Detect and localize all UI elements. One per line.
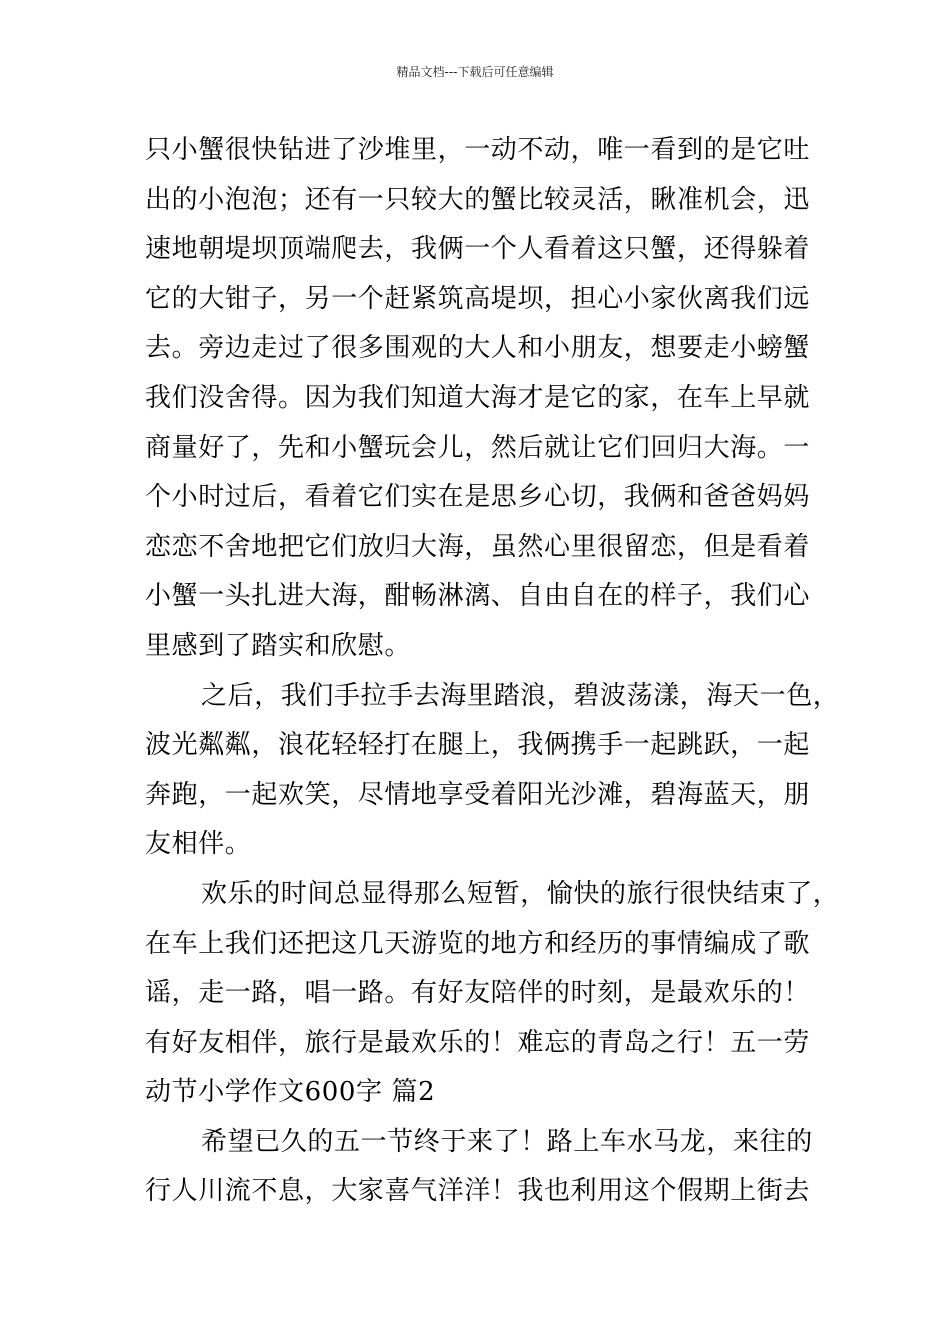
- paragraph-first-line: 希望已久的五一节终于来了！路上车水马龙，来往的: [201, 1126, 813, 1157]
- text-line: 有好友相伴，旅行是最欢乐的！难忘的青岛之行！五一劳: [145, 1027, 811, 1058]
- text-line: 去。旁边走过了很多围观的大人和小朋友，想要走小螃蟹: [145, 333, 811, 364]
- document-body: [145, 126, 845, 1217]
- text-line: 它的大钳子，另一个赶紧筑高堤坝，担心小家伙离我们远: [145, 283, 811, 314]
- text-line: 速地朝堤坝顶端爬去，我俩一个人看着这只蟹，还得躲着: [145, 234, 811, 265]
- text-line: 在车上我们还把这几天游览的地方和经历的事情编成了歌: [145, 928, 811, 959]
- text-line: 商量好了，先和小蟹玩会儿，然后就让它们回归大海。一: [145, 432, 811, 463]
- section-title-line: 动节小学作文600字 篇2: [145, 1077, 436, 1108]
- paragraph-first-line: 欢乐的时间总显得那么短暂，愉快的旅行很快结束了，: [201, 878, 840, 909]
- text-line: 小蟹一头扎进大海，酣畅淋漓、自由自在的样子，我们心: [145, 581, 811, 612]
- text-line: 只小蟹很快钻进了沙堆里，一动不动，唯一看到的是它吐: [145, 135, 811, 165]
- text-line: 友相伴。: [145, 829, 252, 860]
- text-line: 行人川流不息，大家喜气洋洋！我也利用这个假期上街去: [145, 1176, 811, 1207]
- text-line: 谣，走一路，唱一路。有好友陪伴的时刻，是最欢乐的！: [145, 978, 811, 1009]
- text-line: 恋恋不舍地把它们放归大海，虽然心里很留恋，但是看着: [145, 531, 811, 562]
- text-line: 波光粼粼，浪花轻轻打在腿上，我俩携手一起跳跃，一起: [145, 730, 811, 761]
- text-line: 奔跑，一起欢笑，尽情地享受着阳光沙滩，碧海蓝天，朋: [145, 779, 811, 810]
- text-line: 我们没舍得。因为我们知道大海才是它的家，在车上早就: [145, 382, 811, 413]
- text-line: 个小时过后，看着它们实在是思乡心切，我俩和爸爸妈妈: [145, 482, 811, 513]
- text-line: 出的小泡泡；还有一只较大的蟹比较灵活，瞅准机会，迅: [145, 184, 811, 215]
- text-line: 里感到了踏实和欣慰。: [145, 630, 412, 661]
- page-header: 精品文档---下载后可任意编辑: [396, 65, 554, 79]
- paragraph-first-line: 之后，我们手拉手去海里踏浪，碧波荡漾，海天一色，: [201, 680, 840, 711]
